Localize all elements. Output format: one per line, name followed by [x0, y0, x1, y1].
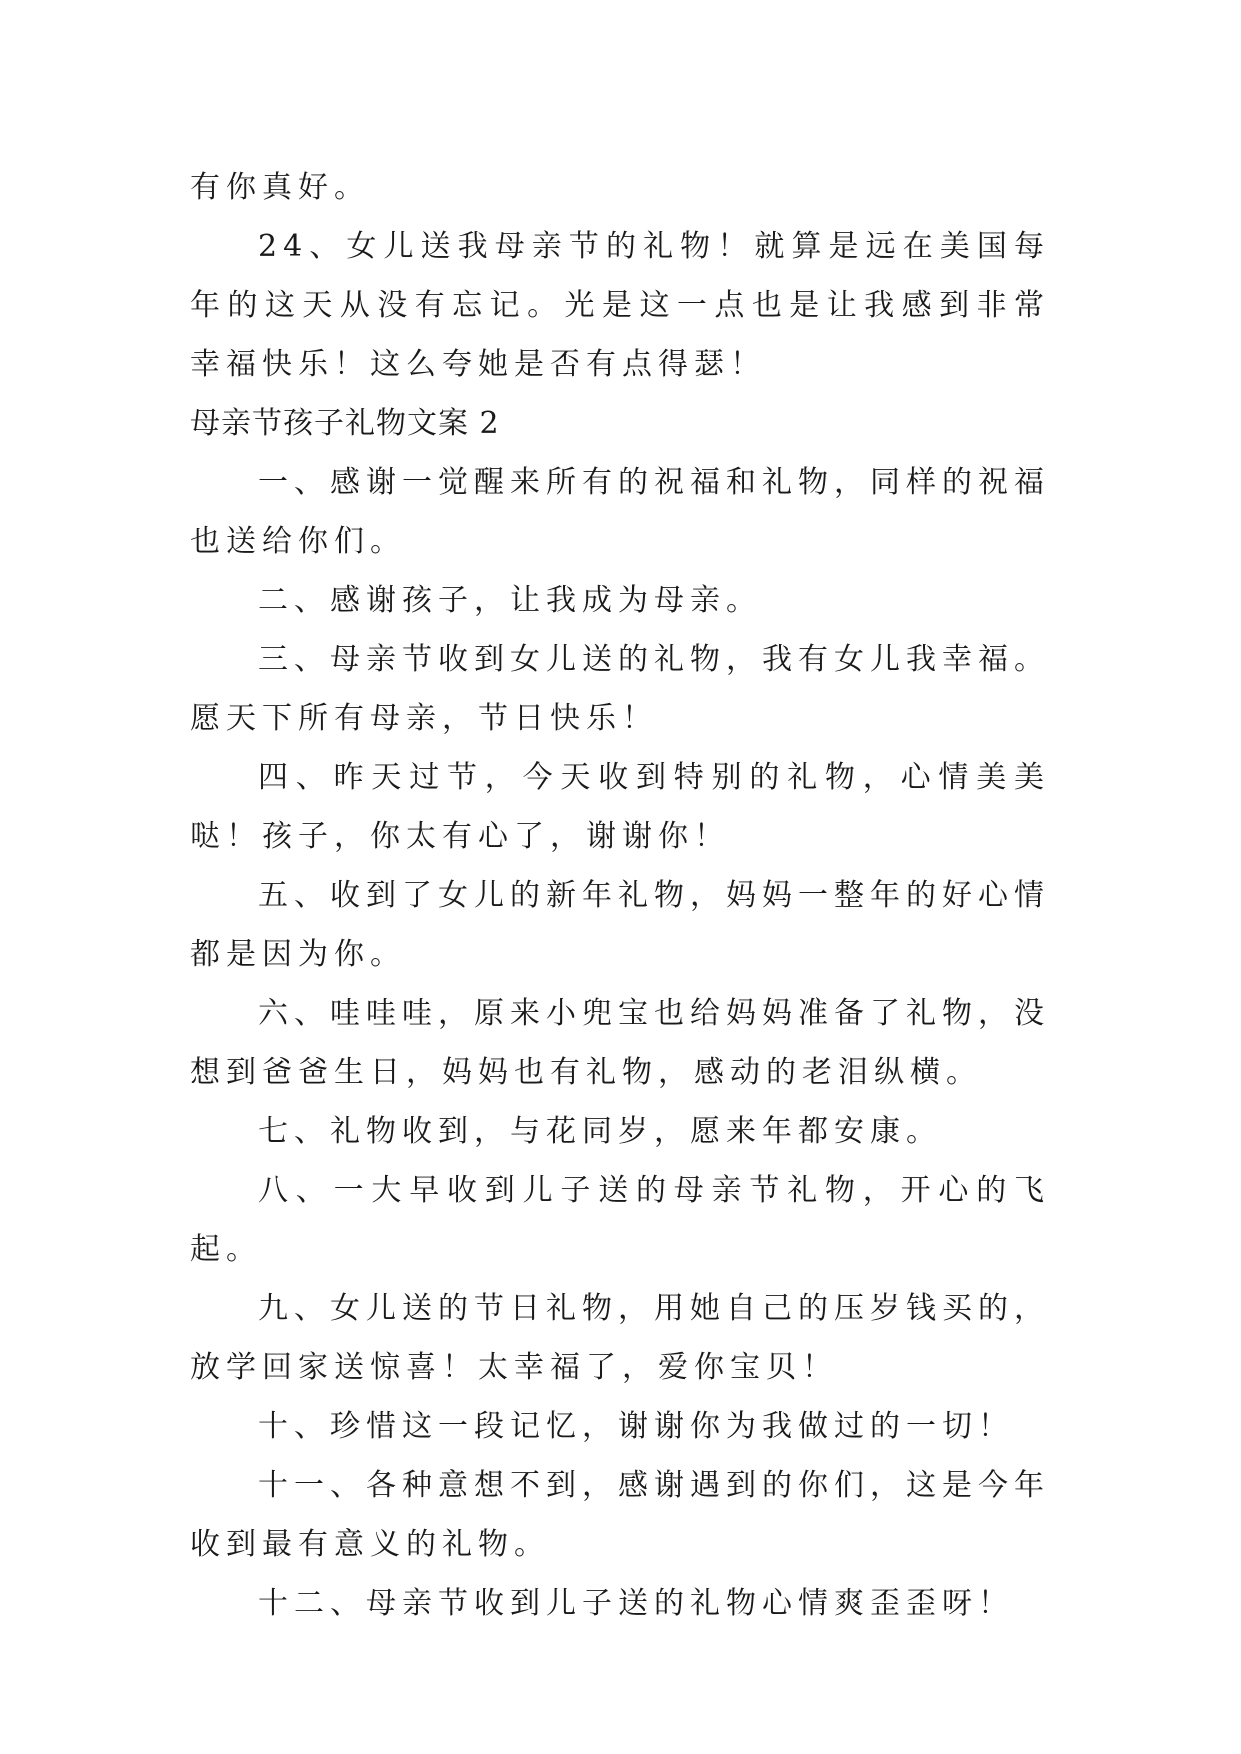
paragraph-item-2: 二、感谢孩子，让我成为母亲。	[258, 583, 762, 618]
paragraph-item-10: 十、珍惜这一段记忆，谢谢你为我做过的一切！	[258, 1409, 1014, 1444]
paragraph-item-6: 六、哇哇哇，原来小兜宝也给妈妈准备了礼物，没想到爸爸生日，妈妈也有礼物，感动的老泪纵横。	[190, 996, 1050, 1090]
paragraph-item-9: 九、女儿送的节日礼物，用她自己的压岁钱买的，放学回家送惊喜！太幸福了，爱你宝贝！	[190, 1291, 1050, 1385]
paragraph-item-5: 五、收到了女儿的新年礼物，妈妈一整年的好心情都是因为你。	[190, 878, 1050, 972]
paragraph-item-8: 八、一大早收到儿子送的母亲节礼物，开心的飞起。	[190, 1173, 1050, 1267]
paragraph-24: 24、女儿送我母亲节的礼物！就算是远在美国每年的这天从没有忘记。光是这一点也是让我感到非常幸福快乐！这么夸她是否有点得瑟！	[190, 229, 1050, 382]
paragraph-item-12: 十二、母亲节收到儿子送的礼物心情爽歪歪呀！	[258, 1586, 1014, 1621]
paragraph-item-11: 十一、各种意想不到，感谢遇到的你们，这是今年收到最有意义的礼物。	[190, 1468, 1050, 1562]
paragraph-continuation: 有你真好。	[190, 170, 370, 205]
paragraph-item-3: 三、母亲节收到女儿送的礼物，我有女儿我幸福。愿天下所有母亲，节日快乐！	[190, 642, 1050, 736]
paragraph-item-1: 一、感谢一觉醒来所有的祝福和礼物，同样的祝福也送给你们。	[190, 465, 1050, 559]
document-body	[190, 158, 1050, 1633]
paragraph-item-4: 四、昨天过节，今天收到特别的礼物，心情美美哒！孩子，你太有心了，谢谢你！	[190, 760, 1050, 854]
paragraph-item-7: 七、礼物收到，与花同岁，愿来年都安康。	[258, 1114, 942, 1149]
section-heading: 母亲节孩子礼物文案 2	[190, 406, 500, 441]
